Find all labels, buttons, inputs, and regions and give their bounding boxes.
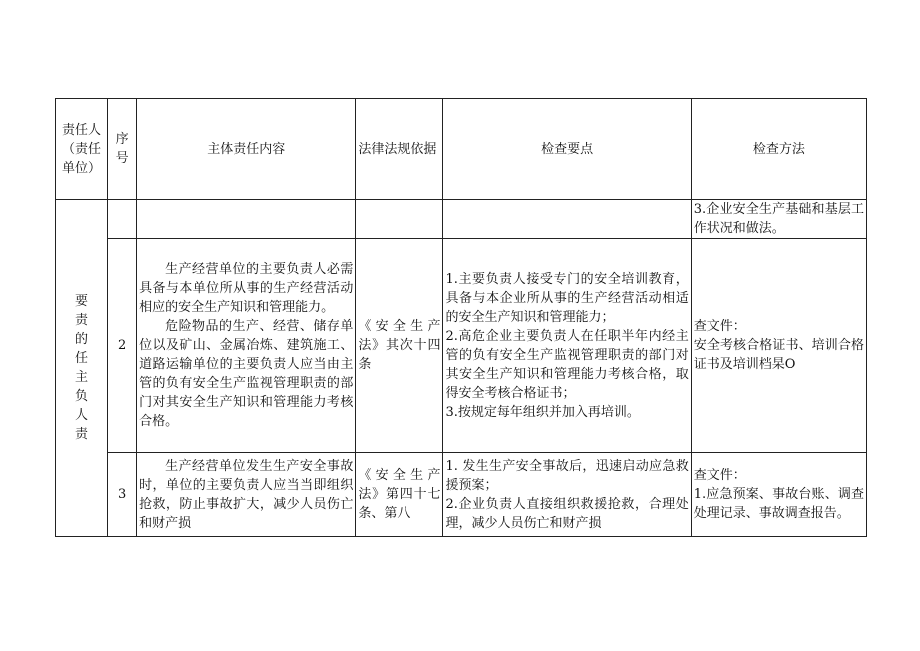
content-paragraph: 危险物品的生产、经营、储存单位以及矿山、金属冶炼、建筑施工、道路运输单位的主要负责人应当由主管的负有安全生产监视管理职责的部门对其安全生产知识和管理能力考核合格。	[139, 319, 354, 429]
content-cell	[137, 239, 356, 453]
responsible-person-cell	[56, 200, 108, 537]
table-row	[56, 200, 867, 239]
check-method-cell	[691, 239, 866, 453]
check-point-item: 1.主要负责人接受专门的安全培训教育，具备与本企业所从事的生产经营活动相适的安全生产知识和管理能力；	[445, 271, 689, 325]
header-seq-label: 序号	[115, 132, 129, 166]
check-method-line: 3.企业安全生产基础和基层工作状况和做法。	[693, 202, 864, 236]
check-method-line: 1.应急预案、事故台账、调查处理记录、事故调查报告。	[693, 487, 864, 521]
content-cell	[137, 200, 356, 239]
header-check-points: 检查要点	[443, 99, 691, 200]
check-points-cell	[443, 239, 691, 453]
content-paragraph: 生产经营单位的主要负责人必需具备与本单位所从事的生产经营活动相应的安全生产知识和管理能力。	[139, 262, 354, 315]
header-check-method: 检查方法	[691, 99, 866, 200]
responsibility-table	[55, 98, 867, 537]
header-legal-basis: 法律法规依据	[356, 99, 443, 200]
header-seq	[108, 99, 137, 200]
legal-basis-cell: 《安全生产法》其次十四条	[356, 239, 443, 453]
check-method-cell	[691, 200, 866, 239]
header-responsible-person: 责任人（责任单位）	[56, 99, 108, 200]
check-method-line: 安全考核合格证书、培训合格证书及培训档杲O	[693, 338, 864, 372]
seq-cell	[108, 200, 137, 239]
check-points-cell	[443, 453, 691, 537]
legal-basis-cell: 《安全生产法》第四十七条、第八	[356, 453, 443, 537]
check-method-line: 查文件：	[693, 468, 746, 483]
content-paragraph: 生产经营单位发生生产安全事故时，单位的主要负责人应当当即组织抢救，防止事故扩大，减少人员伤亡和财产损	[139, 458, 354, 531]
check-point-item: 3.按规定每年组织并加入再培训。	[445, 404, 640, 420]
check-points-cell	[443, 200, 691, 239]
check-method-cell	[691, 453, 866, 537]
check-point-item: 2.企业负责人直接组织救援抢救，合理处理，减少人员伤亡和财产损	[445, 496, 689, 531]
responsible-person-label: 要责的任主负人责	[75, 294, 89, 442]
table-row	[56, 239, 867, 453]
seq-cell: 3	[108, 453, 137, 537]
check-point-item: 2.高危企业主要负责人在任职半年内经主管的负有安全生产监视管理职责的部门对其安全生产知识和管理能力考核合格，取得安全考核合格证书；	[445, 328, 689, 401]
check-method-line: 查文件：	[693, 319, 746, 334]
header-content: 主体责任内容	[137, 99, 356, 200]
table-row	[56, 453, 867, 537]
content-cell	[137, 453, 356, 537]
legal-basis-cell	[356, 200, 443, 239]
seq-cell: 2	[108, 239, 137, 453]
check-point-item: 1. 发生生产安全事故后，迅速启动应急救援预案；	[445, 458, 689, 493]
header-row	[56, 99, 867, 200]
